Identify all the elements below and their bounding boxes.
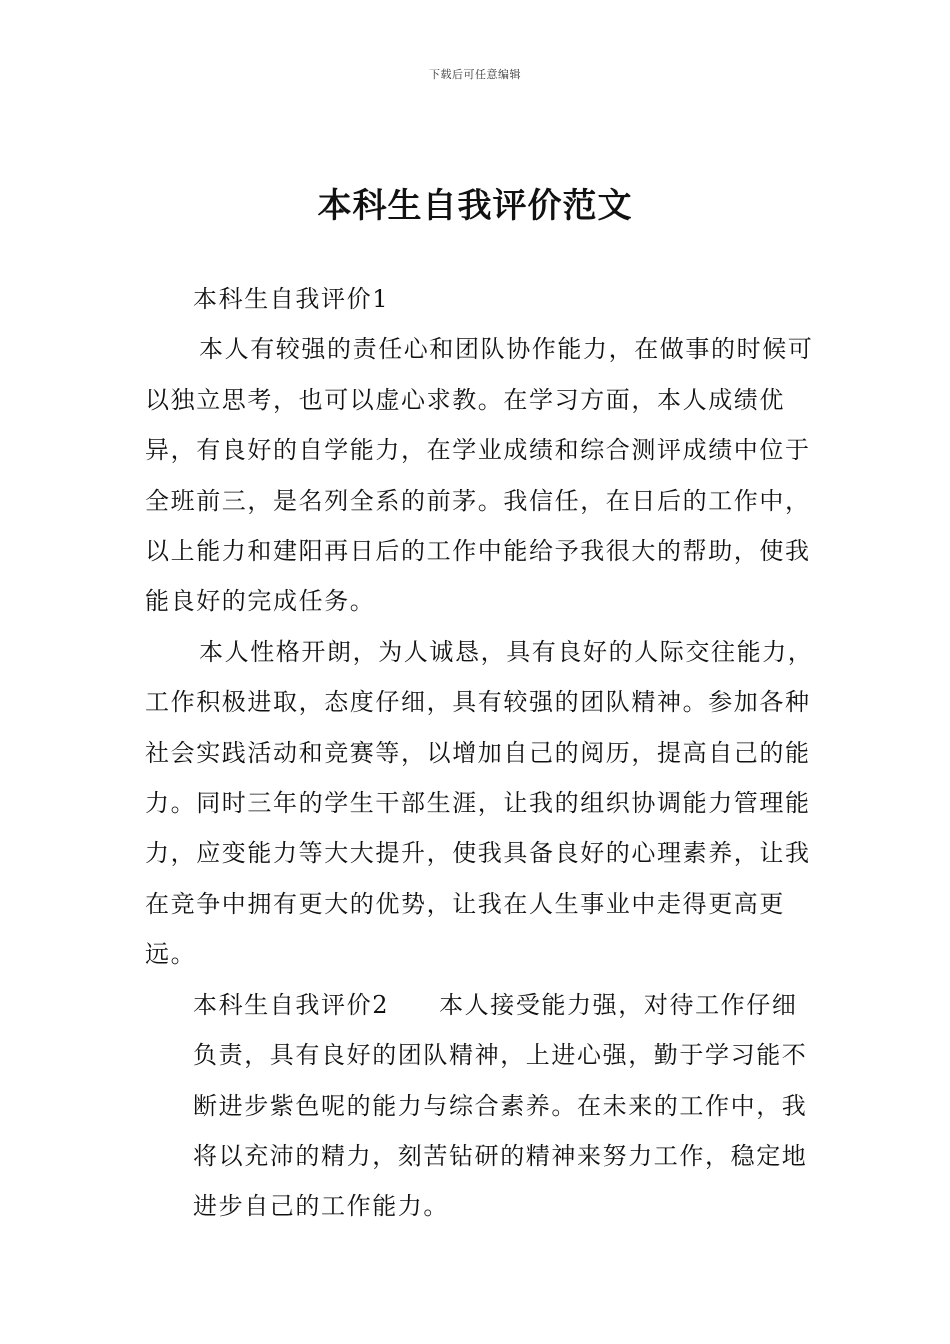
section-2-heading: 本科生自我评价2 bbox=[193, 990, 390, 1019]
section-2-paragraph: 本人接受能力强，对待工作仔细负责，具有良好的团队精神，上进心强，勤于学习能不断进步紫色呢的能力与综合素养。在未来的工作中，我将以充沛的精力，刻苦钻研的精神来努力工作，稳定地进步自己的工作能力。 bbox=[193, 990, 808, 1221]
section-2-block bbox=[145, 980, 815, 1232]
document-title: 本科生自我评价范文 bbox=[317, 186, 633, 226]
header-note: 下载后可任意编辑 bbox=[429, 68, 521, 81]
section-1-paragraph-2: 本人性格开朗，为人诚恳，具有良好的人际交往能力，工作积极进取，态度仔细，具有较强的团队精神。参加各种社会实践活动和竞赛等，以增加自己的阅历，提高自己的能力。同时三年的学生干部生涯，让我的组织协调能力管理能力，应变能力等大大提升，使我具备良好的心理素养，让我在竞争中拥有更大的优势，让我在人生事业中走得更高更远。 bbox=[145, 637, 814, 969]
section-1-heading: 本科生自我评价1 bbox=[193, 285, 390, 313]
section-1-paragraph-1: 本人有较强的责任心和团队协作能力，在做事的时候可以独立思考，也可以虚心求教。在学习方面，本人成绩优异，有良好的自学能力，在学业成绩和综合测评成绩中位于全班前三，是名列全系的前茅。我信任，在日后的工作中，以上能力和建阳再日后的工作中能给予我很大的帮助，使我能良好的完成任务。 bbox=[145, 335, 814, 616]
document-body bbox=[145, 274, 815, 1232]
